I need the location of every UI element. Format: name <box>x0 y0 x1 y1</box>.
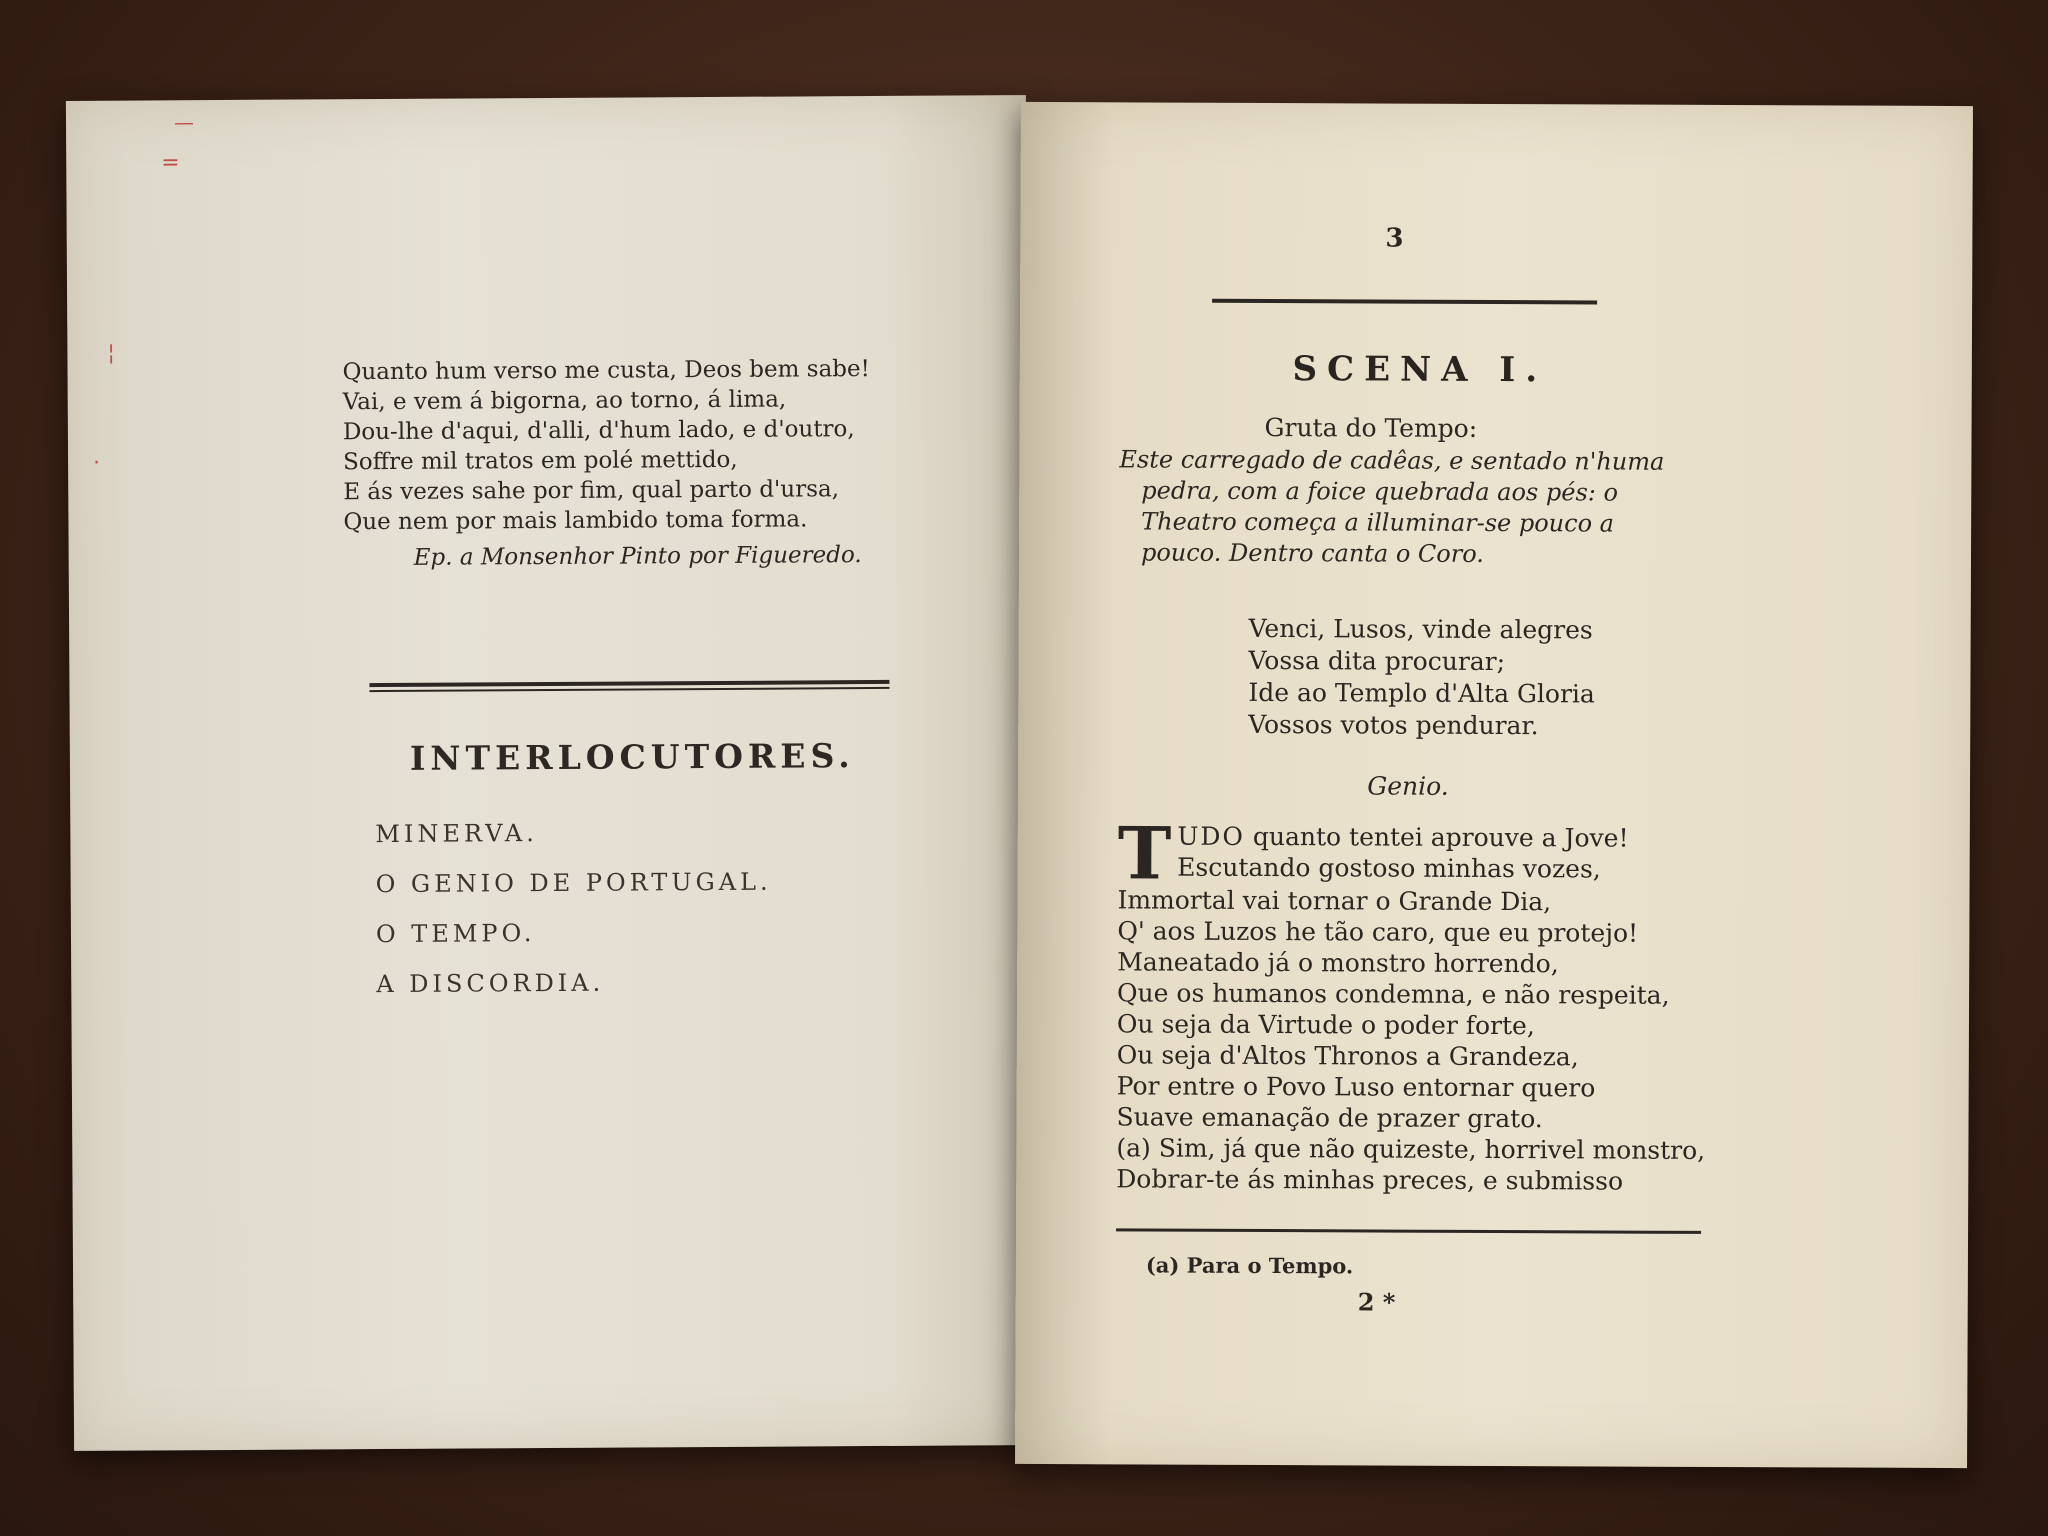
right-page <box>1015 102 1973 1468</box>
stage-direction-line: Este carregado de cadêas, e sentado n'huma <box>1119 445 1665 476</box>
speech-line: Ou seja d'Altos Thronos a Grandeza, <box>1116 1040 1579 1072</box>
epigraph-line: Soffre mil tratos em polé mettido, <box>343 446 738 476</box>
page-number: 3 <box>1385 223 1404 254</box>
character-item: O TEMPO. <box>375 919 536 949</box>
scene-setting: Gruta do Tempo: <box>1264 412 1478 443</box>
scene-title: SCENA I. <box>1292 349 1548 391</box>
epigraph-line: Dou-lhe d'aqui, d'alli, d'hum lado, e d'outro, <box>342 416 855 446</box>
stage-direction-line: pedra, com a foice quebrada aos pés: o <box>1141 476 1619 507</box>
epigraph-attribution: Ep. a Monsenhor Pinto por Figueredo. <box>413 542 862 571</box>
chorus-line: Venci, Lusos, vinde alegres <box>1248 613 1593 645</box>
pencil-mark: ¦ <box>107 340 115 366</box>
epigraph <box>342 353 1023 537</box>
epigraph-line: Que nem por mais lambido toma forma. <box>343 506 808 536</box>
character-item: O GENIO DE PORTUGAL. <box>375 867 772 899</box>
epigraph-line: E ás vezes sahe por fim, qual parto d'ursa, <box>343 476 840 506</box>
speech-line: Que os humanos condemna, e não respeita, <box>1117 978 1670 1010</box>
double-rule-divider <box>369 680 889 692</box>
stage-direction-line: pouco. Dentro canta o Coro. <box>1140 538 1484 568</box>
signature-mark: 2 * <box>1357 1287 1396 1317</box>
chorus-line: Ide ao Templo d'Alta Gloria <box>1248 677 1595 709</box>
speech-line: Por entre o Povo Luso entornar quero <box>1116 1071 1596 1103</box>
epigraph-line: Vai, e vem á bigorna, ao torno, á lima, <box>342 386 787 416</box>
speech-line: Escutando gostoso minhas vozes, <box>1177 852 1601 884</box>
genio-speech <box>1116 810 1838 1197</box>
speech-first-line <box>1118 820 1838 854</box>
character-list <box>375 807 772 1009</box>
chorus-verse <box>1248 613 1595 743</box>
chorus-line: Vossos votos pendurar. <box>1248 709 1539 741</box>
drop-cap: T <box>1117 810 1172 896</box>
chorus-line: Vossa dita procurar; <box>1248 645 1506 677</box>
speech-line: (a) Sim, já que não quizeste, horrivel monstro, <box>1116 1133 1706 1165</box>
stage-direction <box>1119 444 1820 571</box>
character-item: MINERVA. <box>375 819 538 849</box>
stage-direction-line: Theatro começa a illuminar-se pouco a <box>1141 507 1615 538</box>
first-line-tail: quanto tentei aprouve a Jove! <box>1252 821 1629 853</box>
speech-line: Suave emanação de prazer grato. <box>1116 1102 1543 1134</box>
pencil-mark: = <box>161 150 180 176</box>
speech-line: Ou seja da Virtude o poder forte, <box>1116 1009 1535 1041</box>
footnote: (a) Para o Tempo. <box>1145 1252 1354 1279</box>
interlocutores-heading: INTERLOCUTORES. <box>409 736 855 778</box>
header-rule <box>1212 299 1597 305</box>
drop-cap-continuation: UDO <box>1177 821 1246 851</box>
speaker-name: Genio. <box>1367 771 1449 801</box>
speech-line: Immortal vai tornar o Grande Dia, <box>1117 885 1552 917</box>
speech-line: Dobrar-te ás minhas preces, e submisso <box>1116 1164 1624 1196</box>
character-item: A DISCORDIA. <box>376 968 605 999</box>
pencil-mark: — <box>173 110 195 135</box>
speech-line: Maneatado já o monstro horrendo, <box>1117 947 1559 979</box>
footnote-rule <box>1116 1228 1701 1234</box>
pencil-mark: · <box>93 450 101 476</box>
speech-line: Q' aos Luzos he tão caro, que eu protejo! <box>1117 916 1639 948</box>
epigraph-line: Quanto hum verso me custa, Deos bem sabe! <box>342 356 870 386</box>
left-page <box>66 95 1034 1451</box>
